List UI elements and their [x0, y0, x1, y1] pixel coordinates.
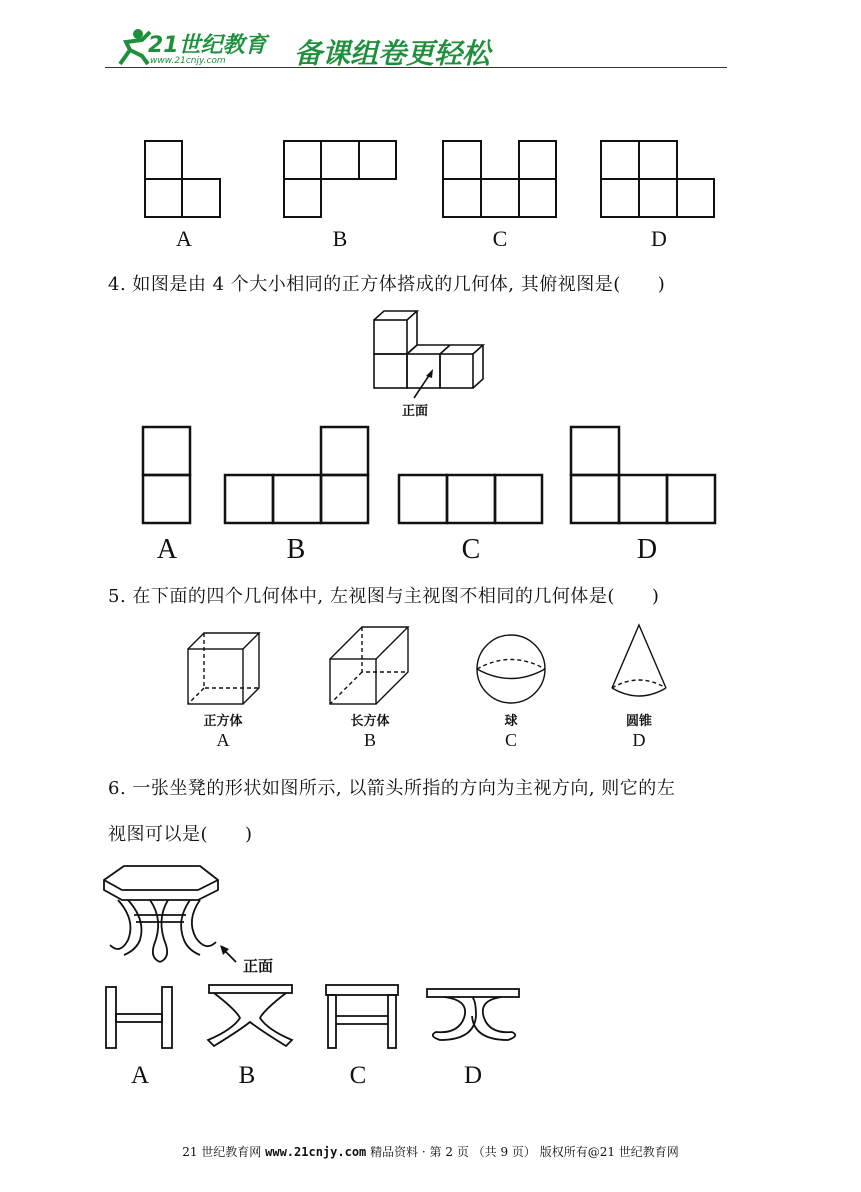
q3-label-c: C — [492, 226, 508, 251]
q4-front-label: 正面 — [402, 404, 429, 419]
q5-solid-name-b: 长方体 — [350, 714, 390, 729]
q6-label-b: B — [238, 1062, 256, 1089]
q3-label-d: D — [651, 226, 667, 251]
footer-url-link[interactable]: www.21cnjy.com — [265, 1145, 367, 1159]
q4-question-text: 4. 如图是由 4 个大小相同的正方体搭成的几何体, 其俯视图是( ) — [108, 274, 666, 295]
page-footer — [0, 1143, 861, 1160]
logo-title: 21世纪教育 — [148, 33, 267, 58]
q5-question-text: 5. 在下面的四个几何体中, 左视图与主视图不相同的几何体是( ) — [108, 586, 660, 607]
q6-label-a: A — [130, 1062, 150, 1089]
q6-front-label: 正面 — [243, 957, 274, 975]
header-slogan: 备课组卷更轻松 — [294, 37, 491, 70]
q5-solid-name-c: 球 — [504, 714, 518, 729]
q4-label-c: C — [461, 534, 481, 565]
q4-label-a: A — [156, 534, 178, 565]
q5-label-b: B — [363, 730, 376, 750]
q6-label-d: D — [463, 1062, 483, 1089]
q6-question-text-line1: 6. 一张坐凳的形状如图所示, 以箭头所指的方向为主视方向, 则它的左 — [108, 778, 676, 799]
q5-solid-name-d: 圆锥 — [625, 714, 652, 729]
q6-question-text-line2: 视图可以是( ) — [108, 824, 253, 845]
q5-label-c: C — [504, 730, 517, 750]
q3-label-b: B — [332, 226, 348, 251]
q4-label-b: B — [286, 534, 306, 565]
q4-label-d: D — [636, 534, 658, 565]
q5-label-d: D — [632, 730, 646, 750]
footer-suffix: 精品资料 · 第 2 页 （共 9 页） 版权所有@21 世纪教育网 — [370, 1145, 679, 1159]
footer-prefix: 21 世纪教育网 — [182, 1145, 262, 1159]
q3-label-a: A — [176, 226, 192, 251]
logo-url: www.21cnjy.com — [150, 56, 226, 66]
q5-solid-name-a: 正方体 — [203, 714, 243, 729]
q6-label-c: C — [349, 1062, 367, 1089]
q5-label-a: A — [216, 730, 230, 750]
